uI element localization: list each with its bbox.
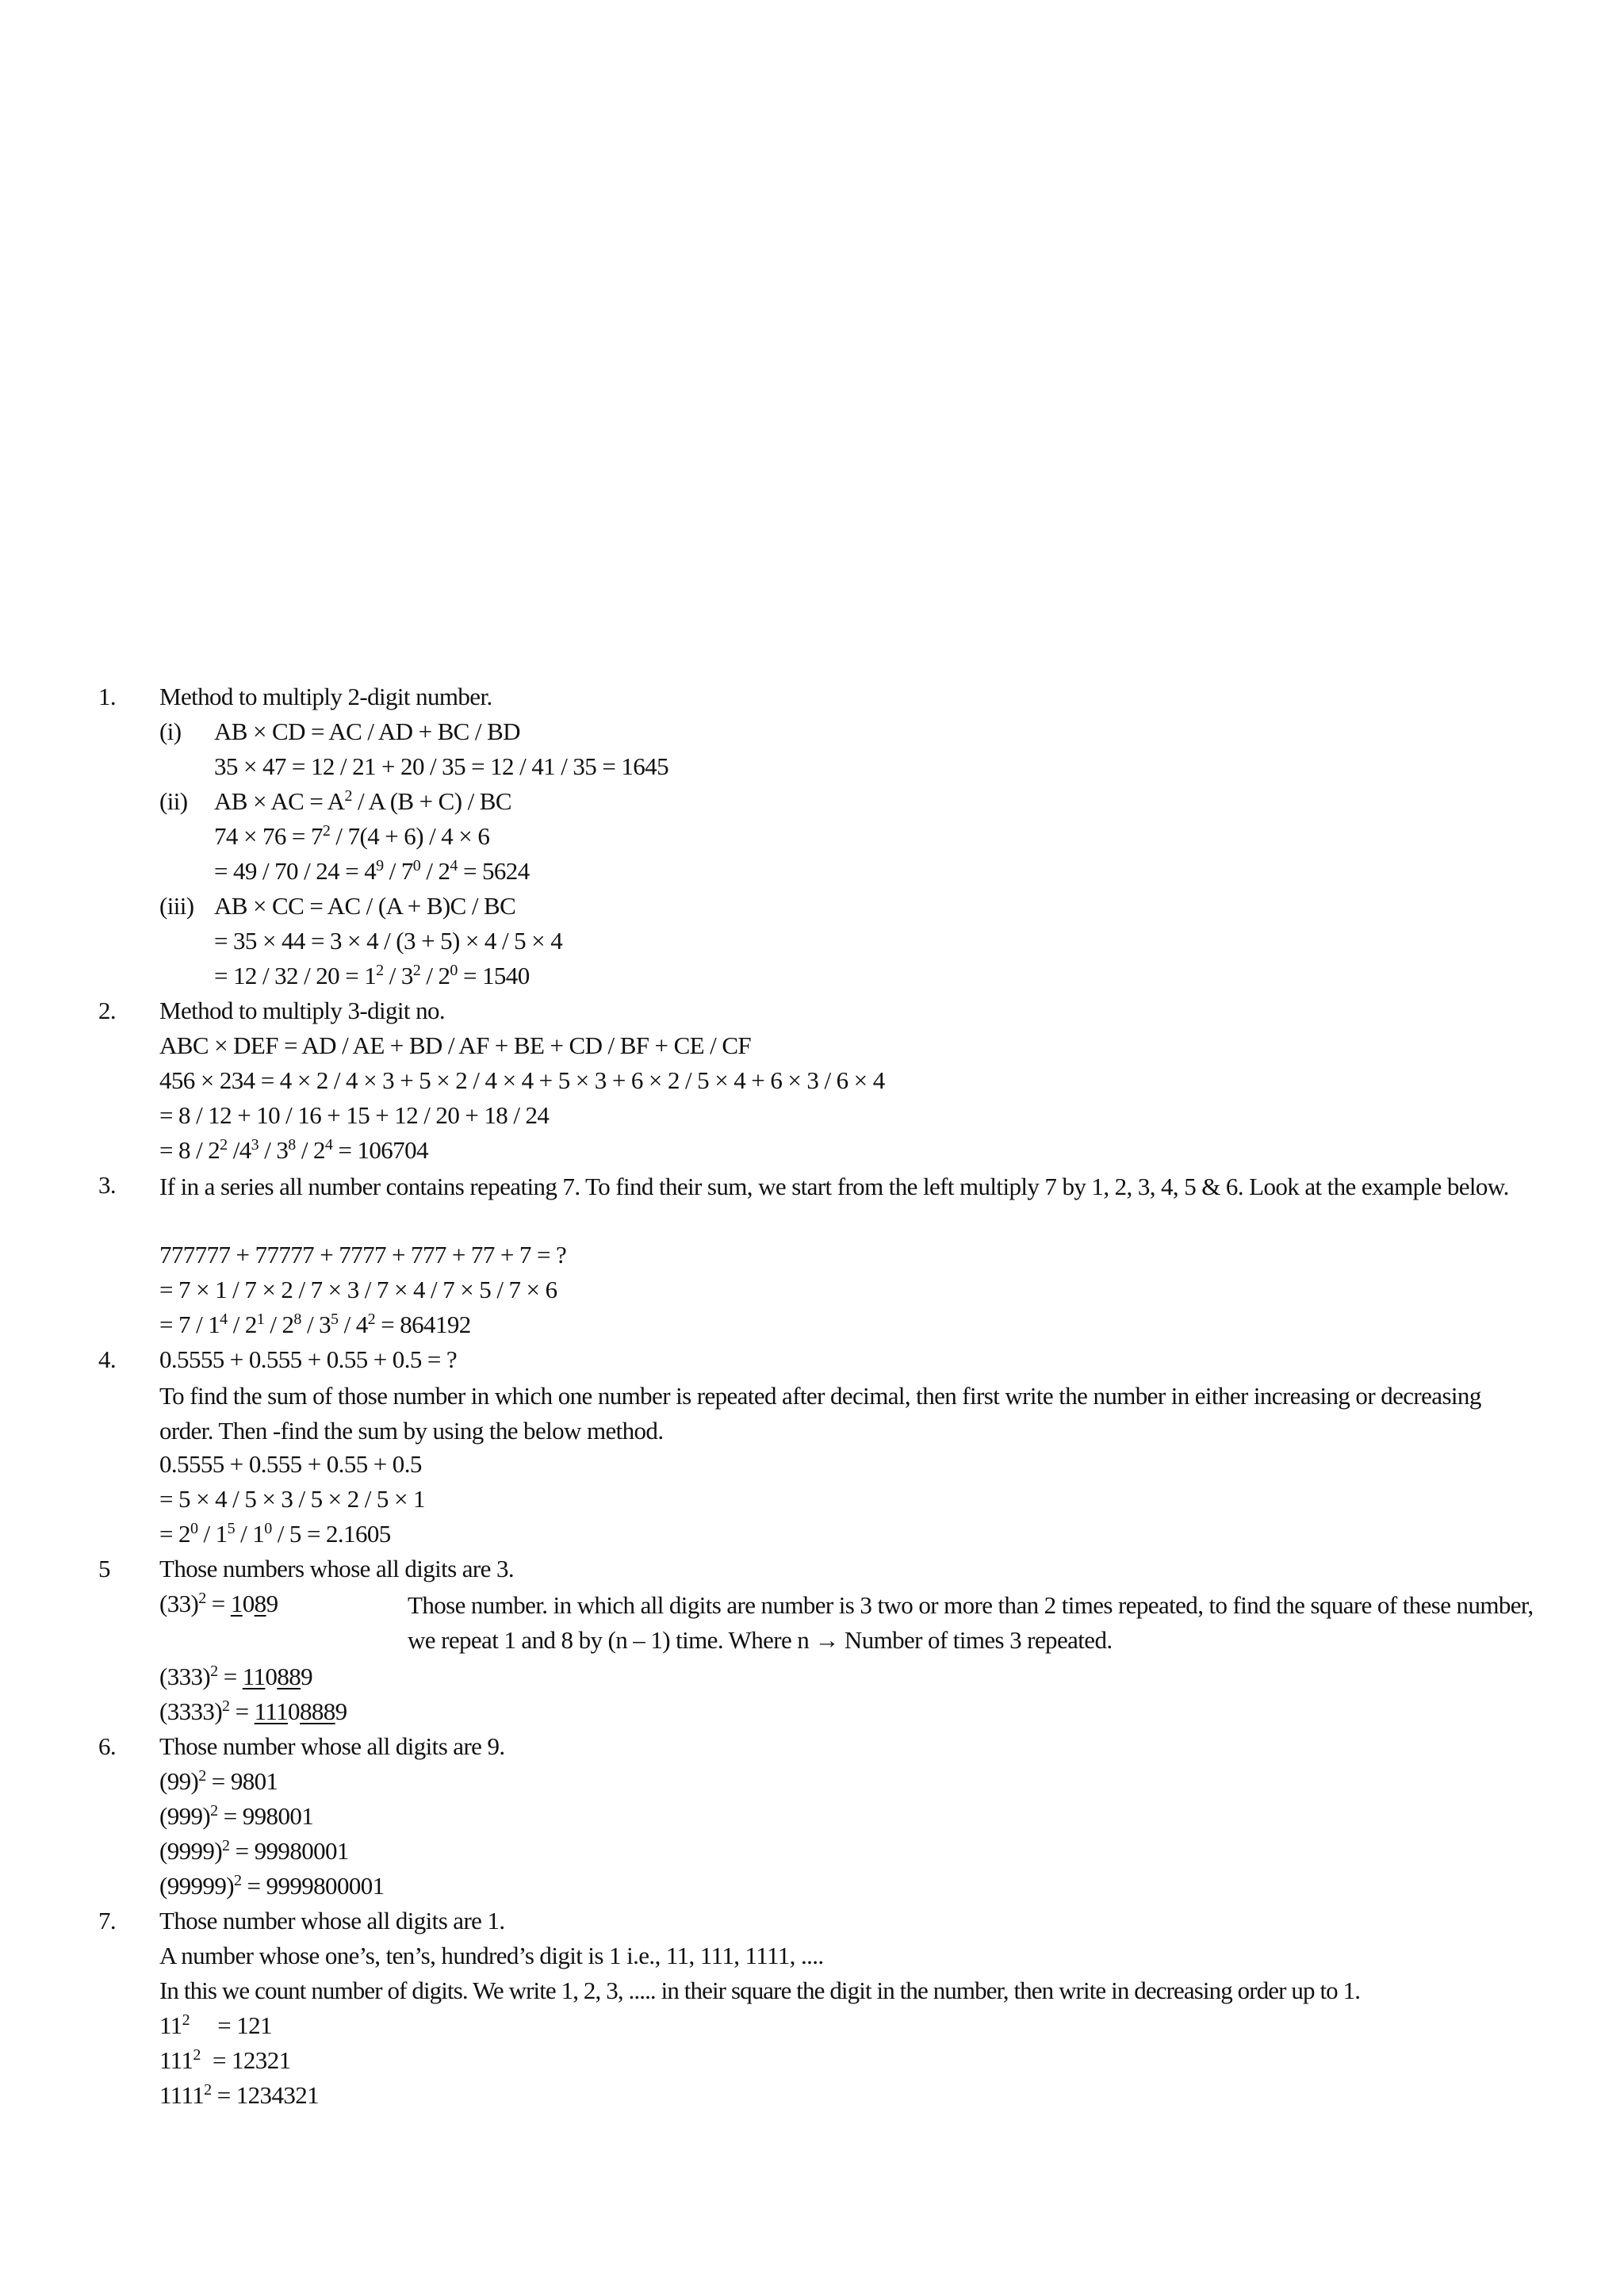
case-formula: AB × CC = AC / (A + B)C / BC (214, 892, 516, 920)
item-line: 777777 + 77777 + 7777 + 777 + 77 + 7 = ? (159, 1241, 567, 1269)
item-title: If in a series all number contains repeating 7. To find their sum, we start from the left multiply 7 by 1, 2, 3, 4, 5 & 6. Look at the example below. (159, 1173, 1509, 1200)
item-line: = $8 / 2^2$ $/4^3 / 3^8 / 2^4 = 106704$ (159, 1136, 428, 1164)
case-label: (ii) (159, 787, 188, 815)
item-title: 0.5555 + 0.555 + 0.55 + 0.5 = ? (159, 1345, 458, 1373)
item-number: 1. (98, 683, 117, 710)
item-line: ABC × DEF = AD / AE + BD / AF + BE + CD / BF + CE / CF (159, 1031, 752, 1059)
square-example: $(33)^2 = 1089$ (159, 1590, 278, 1617)
square-example: $1111^2 = 1234321$ (159, 2081, 320, 2109)
square-example: $(99)^2 = 9801$ (159, 1767, 278, 1795)
square-example: $(99999)^2 = 9999800001$ (159, 1872, 385, 1900)
item-line: = 7 × 1 / 7 × 2 / 7 × 3 / 7 × 4 / 7 × 5 / 7 × 6 (159, 1276, 557, 1303)
item-number: 6. (98, 1732, 117, 1760)
item-title: Method to multiply 3-digit no. (159, 997, 446, 1024)
item-line: 456 × 234 = 4 × 2 / 4 × 3 + 5 × 2 / 4 × 4 + 5 × 3 + 6 × 2 / 5 × 4 + 6 × 3 / 6 × 4 (159, 1066, 885, 1094)
square-example: $(999)^2 = 998001$ (159, 1802, 314, 1830)
item-line: A number whose one’s, ten’s, hundred’s digit is 1 i.e., 11, 111, 1111, .... (159, 1942, 824, 1969)
item-number: 3. (98, 1171, 117, 1199)
item-line: = 8 / 12 + 10 / 16 + 15 + 12 / 20 + 18 / 24 (159, 1101, 550, 1129)
item-number: 2. (98, 997, 117, 1024)
item-line: = 5 × 4 / 5 × 3 / 5 × 2 / 5 × 1 (159, 1485, 425, 1513)
case-step: $74 \times 76 = 7^2 / 7(4 + 6) / 4 \times 6$ (214, 822, 490, 850)
square-example: $(3333)^2 = 11108889$ (159, 1697, 347, 1725)
square-example: $111^2 = 12321$ (159, 2046, 291, 2074)
item-title: Those number whose all digits are 9. (159, 1732, 505, 1760)
case-formula: AB × CD = AC / AD + BC / BD (214, 718, 520, 745)
item-paragraph: To find the sum of those number in which one number is repeated after decimal, then first write the number in either increasing or decreasing order. Then -find the sum by using the below method. (159, 1382, 1481, 1445)
item-title: Those number whose all digits are 1. (159, 1907, 505, 1934)
case-label: (iii) (159, 892, 194, 920)
case-label: (i) (159, 718, 182, 745)
item-number: 4. (98, 1345, 117, 1373)
item-title: Those numbers whose all digits are 3. (159, 1555, 515, 1582)
case-formula: AB × AC = $A^2$ / A (B + C) / BC (214, 787, 511, 815)
item-line: In this we count number of digits. We write 1, 2, 3, ..... in their square the digit in the number, then write in decreasing order up to 1. (159, 1976, 1361, 2004)
square-example: $11^2 = 121$ (159, 2011, 272, 2039)
item-number: 5 (98, 1555, 110, 1582)
item-line: = $7 / 1^4 / 2^1 / 2^8 / 3^5 / 4^2 = 864192$ (159, 1311, 471, 1338)
item-line: = $2^0 / 1^5 / 1^0 / 5 = 2.1605$ (159, 1520, 391, 1548)
square-example: $(333)^2 = 110889$ (159, 1663, 313, 1690)
square-example: $(9999)^2 = 99980001$ (159, 1837, 349, 1865)
case-step: = 35 × 44 = 3 × 4 / (3 + 5) × 4 / 5 × 4 (214, 927, 563, 955)
case-step: = $12 / 32 / 20 = 1^2 / 3^2 / 2^0 = 1540$ (214, 962, 530, 989)
case-step: = $49 / 70 / 24 = 4^9 / 7^0 / 2^4 = 5624$ (214, 857, 530, 885)
item-note: Those number. in which all digits are number is 3 two or more than 2 times repeated, to find the square of these number, we repeat 1 and 8 by (n – 1) time. Where n → Number of times 3 repeated. (408, 1591, 1534, 1654)
case-step: 35 × 47 = 12 / 21 + 20 / 35 = 12 / 41 / 35 = 1645 (214, 752, 668, 780)
item-title: Method to multiply 2-digit number. (159, 683, 492, 710)
item-number: 7. (98, 1907, 117, 1934)
item-line: 0.5555 + 0.555 + 0.55 + 0.5 (159, 1450, 422, 1478)
